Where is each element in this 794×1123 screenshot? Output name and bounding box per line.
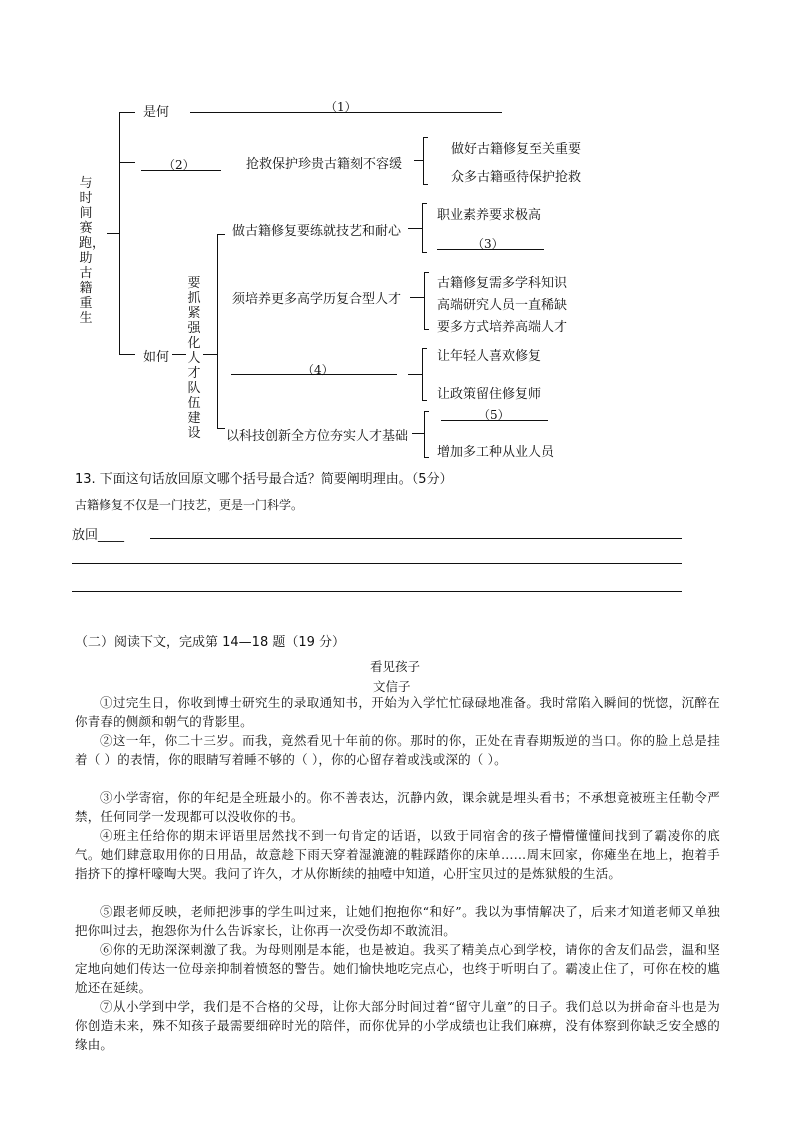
row-a-bracket [422,203,423,252]
row-b-item-3: 要多方式培养高端人才 [437,320,568,335]
blank2-label: （2） [163,158,195,172]
q13-sentence: 古籍修复不仅是一门技艺，更是一门科学。 [75,498,304,512]
row-a-item-1: 职业素养要求极高 [437,208,542,223]
paragraph-3: ③小学寄宿，你的年纪是全班最小的。你不善表达，沉静内敛，课余就是埋头看书；不承想竟被班主任勒令严禁，任何同学一发现都可以没收你的书。 [75,790,720,824]
row-d-bracket-top [424,411,429,412]
row-b-text: 须培养更多高学历复合型人才 [232,292,402,307]
root-connector [107,233,119,234]
row-c-bracket-top [422,348,427,349]
answer-line-1[interactable] [150,538,682,539]
row-d-bracket [424,411,425,457]
blank4-label: （4） [302,363,334,377]
root-bracket-top [119,112,135,113]
blank1-label: （1） [325,100,357,114]
row-b-item-2: 高端研究人员一直稀缺 [437,298,568,313]
branch2-connector [414,160,423,161]
row-c-bracket-bottom [422,400,427,401]
branch2-bracket-top [423,137,428,138]
row-d-connector [412,433,424,434]
paragraph-6: ⑥你的无助深深刺激了我。为母则刚是本能，也是被迫。我买了精美点心到学校，请你的舍友们品尝，温和坚定地向她们传达一位母亲抑制着愤怒的警告。她们愉快地吃完点心，也终于听明白了。霸凌止住了，可你在校的尴尬还在延续。 [75,942,720,995]
ruhe-connector [172,354,186,355]
paragraph-5: ⑤跟老师反映，老师把涉事的学生叫过来，让她们抱抱你“和好”。我以为事情解决了，后来才知道老师又单独把你叫过去，抱怨你为什么告诉家长，让你再一次受伤却不敢流泪。 [75,904,720,938]
row-b-bracket-bottom [424,329,429,330]
row-a-text: 做古籍修复要练就技艺和耐心 [232,224,402,239]
row-a-bracket-bottom [422,252,427,253]
row-a-bracket-top [422,203,427,204]
diagram-root-title: 与时间赛跑，助古籍重生 [79,176,106,326]
root-bracket-mid [119,162,135,163]
subroot-bracket-top [217,234,225,235]
root-bracket-bottom [119,354,135,355]
paragraph-7: ⑦从小学到中学，我们是不合格的父母，让你大部分时间过着“留守儿童”的日子。我们总以为拼命奋斗也是为你创造未来，殊不知孩子最需要细碎时光的陪伴，而你优异的小学成绩也让我们麻痹，没有体察到你缺乏安全感的缘由。 [75,999,720,1052]
branch2-text: 抢救保护珍贵古籍刻不容缓 [246,157,403,172]
answer-line-3[interactable] [72,591,682,592]
paragraph-4: ④班主任给你的期末评语里居然找不到一句肯定的话语，以致于同宿舍的孩子懵懵懂懂间找到了霸凌你的底气。她们肆意取用你的日用品，故意趁下雨天穿着湿漉漉的鞋踩踏你的床单……周末回家，你瘫坐在地上，抱着手指挤下的撑杆嚎啕大哭。我问了许久，才从你断续的抽噎中知道，心肝宝贝过的是炼狱般的生活。 [75,828,720,881]
blank3-label: （3） [472,237,504,251]
row-d-item-1: 增加多工种从业人员 [437,445,555,460]
subroot-connector [203,354,217,355]
paragraph-1: ①过完生日，你收到博士研究生的录取通知书，开始为入学忙忙碌碌地准备。我时常陷入瞬间的恍惚，沉醉在你青春的侧颜和朝气的背影里。 [75,695,720,729]
branch2-bracket [423,137,424,184]
row-d-text: 以科技创新全方位夯实人才基础 [226,429,409,444]
row-c-item-2: 让政策留住修复师 [437,387,542,402]
subroot-bracket [217,234,218,429]
row-c-item-1: 让年轻人喜欢修复 [437,349,542,364]
article-title: 看见孩子 [370,659,421,674]
row-b-bracket [424,272,425,329]
q13-prompt: 13. 下面这句话放回原文哪个括号最合适？简要阐明理由。（5分） [75,472,453,487]
label-shi-he: 是何 [143,105,170,120]
branch2-item-2: 众多古籍亟待保护抢救 [451,170,582,185]
row-c-bracket [422,348,423,400]
q13-answer-label: 放回____ [72,528,125,543]
root-bracket [119,112,120,355]
answer-line-2[interactable] [72,563,682,564]
row-c-connector [408,374,422,375]
paragraph-2: ②这一年，你二十三岁。而我，竟然看见十年前的你。那时的你，正处在青春期叛逆的当口。你的脸上总是挂着（ ）的表情，你的眼睛写着睡不够的（ ），你的心留存着或浅或深的（ ）。 [75,733,720,767]
section2-heading: （二）阅读下文，完成第 14—18 题（19 分） [75,635,346,650]
article-author: 文信子 [373,679,411,694]
blank5-label: （5） [478,408,510,422]
label-ru-he: 如何 [143,350,170,365]
subroot-title: 要抓紧强化人才队伍建设 [187,276,201,441]
row-b-item-1: 古籍修复需多学科知识 [437,276,568,291]
row-d-bracket-bottom [424,457,429,458]
row-a-connector [408,228,422,229]
branch2-bracket-bottom [423,184,428,185]
branch2-item-1: 做好古籍修复至关重要 [451,142,582,157]
subroot-bracket-bottom [217,428,225,429]
row-b-bracket-top [424,272,429,273]
row-b-connector [410,297,424,298]
